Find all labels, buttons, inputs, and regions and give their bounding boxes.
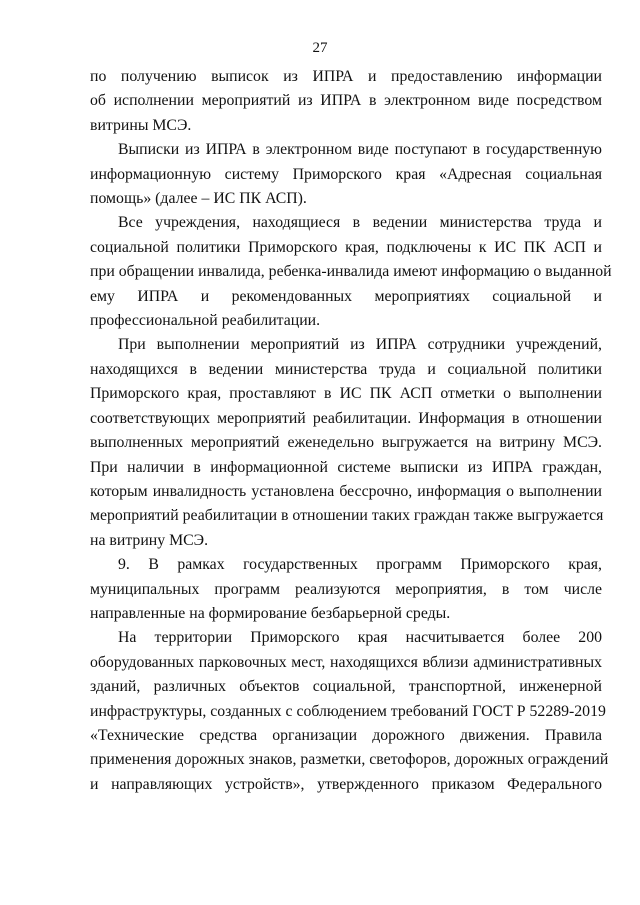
text-line: оборудованных парковочных мест, находящихся вблизи административных: [90, 653, 602, 671]
paragraph: [90, 553, 602, 626]
text-line: на витрину МСЭ.: [90, 531, 209, 549]
text-line: При наличии в информационной системе выписки из ИПРА граждан,: [90, 458, 602, 476]
text-line: профессиональной реабилитации.: [90, 312, 321, 330]
text-line: социальной политики Приморского края, подключены к ИС ПК АСП и: [90, 238, 602, 256]
text-line: информационную систему Приморского края «Адресная социальная: [90, 165, 602, 183]
text-line: мероприятий реабилитации в отношении таких граждан также выгружается: [90, 507, 604, 525]
text-line: зданий, различных объектов социальной, транспортной, инженерной: [90, 678, 602, 696]
text-line: находящихся в ведении министерства труда и социальной политики: [90, 360, 602, 378]
text-line: применения дорожных знаков, разметки, светофоров, дорожных ограждений: [90, 751, 609, 769]
text-line: При выполнении мероприятий из ИПРА сотрудники учреждений,: [118, 336, 602, 354]
text-line: «Технические средства организации дорожного движения. Правила: [90, 726, 602, 744]
text-line: направленные на формирование безбарьерной среды.: [90, 604, 451, 622]
text-line: и направляющих устройств», утвержденного приказом Федерального: [90, 775, 602, 793]
text-line: витрины МСЭ.: [90, 116, 192, 134]
text-line: об исполнении мероприятий из ИПРА в электронном виде посредством: [90, 92, 602, 110]
page-number: 27: [312, 40, 328, 56]
paragraph: [90, 211, 612, 333]
document-body: [90, 65, 612, 797]
text-line: 9. В рамках государственных программ Приморского края,: [118, 556, 602, 574]
text-line: по получению выписок из ИПРА и предоставлению информации: [90, 68, 602, 85]
text-line: Приморского края, проставляют в ИС ПК АСП отметки о выполнении: [90, 385, 602, 403]
text-line: инфраструктуры, созданных с соблюдением требований ГОСТ Р 52289-2019: [90, 702, 606, 720]
text-line: выполненных мероприятий еженедельно выгружается на витрину МСЭ.: [90, 434, 602, 452]
text-line: Все учреждения, находящиеся в ведении министерства труда и: [118, 214, 602, 232]
paragraph: [90, 626, 609, 797]
text-line: при обращении инвалида, ребенка-инвалида имеют информацию о выданной: [90, 263, 612, 281]
text-line: На территории Приморского края насчитывается более 200: [118, 629, 602, 647]
paragraph: [90, 138, 602, 211]
text-line: соответствующих мероприятий реабилитации. Информация в отношении: [90, 409, 602, 427]
text-line: которым инвалидность установлена бессрочно, информация о выполнении: [90, 482, 602, 500]
text-line: ему ИПРА и рекомендованных мероприятиях социальной и: [90, 287, 602, 305]
text-line: муниципальных программ реализуются мероприятия, в том числе: [90, 580, 602, 598]
paragraph: [90, 65, 602, 138]
text-line: помощь» (далее – ИС ПК АСП).: [90, 190, 307, 208]
text-line: Выписки из ИПРА в электронном виде поступают в государственную: [118, 141, 602, 159]
paragraph: [90, 333, 602, 553]
